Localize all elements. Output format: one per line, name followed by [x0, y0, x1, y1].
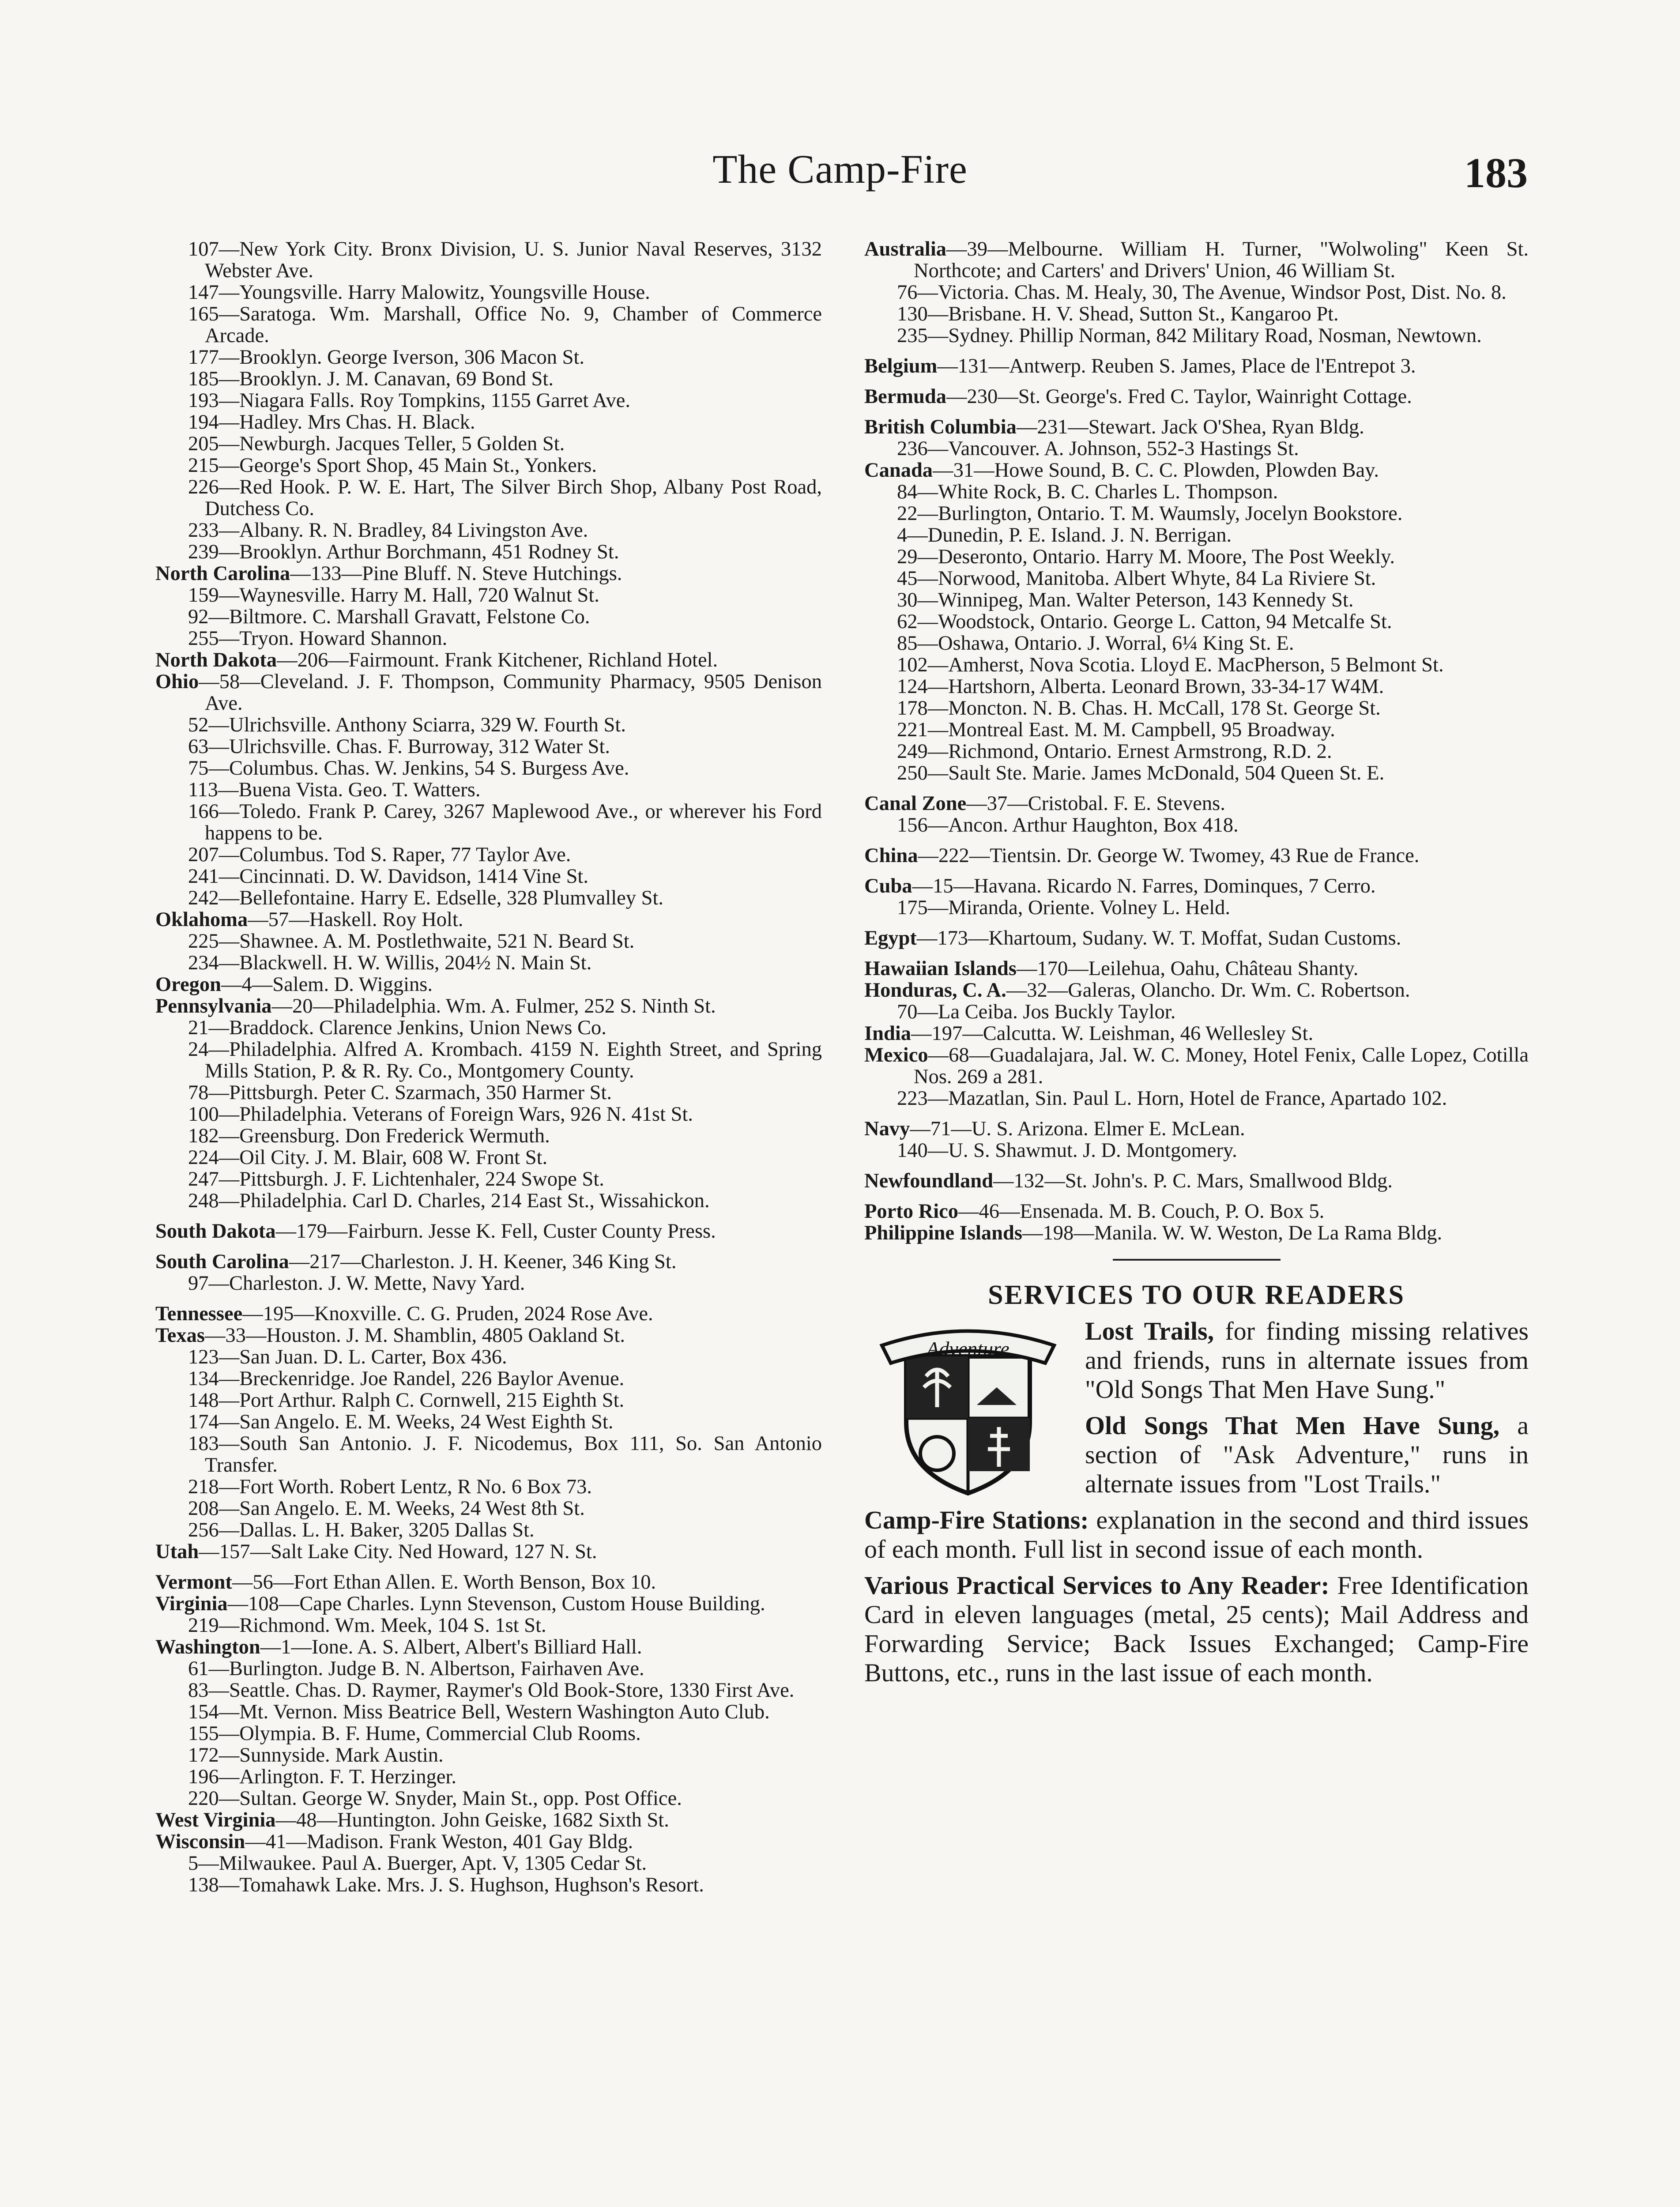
- entry-text: 113—Buena Vista. Geo. T. Watters.: [188, 779, 481, 801]
- region-name: Pennsylvania: [155, 995, 272, 1017]
- lost-trails-paragraph: [864, 1317, 1529, 1404]
- station-entry: [155, 1766, 822, 1788]
- entry-text: 224—Oil City. J. M. Blair, 608 W. Front St.: [188, 1146, 548, 1169]
- station-entry: [155, 1498, 822, 1519]
- region-entry: [864, 927, 1529, 949]
- station-entry: [155, 282, 822, 303]
- station-entry: [155, 520, 822, 541]
- station-entry: [155, 952, 822, 974]
- adventure-logo: [864, 1321, 1072, 1498]
- region-entry: [155, 1571, 822, 1593]
- entry-text: 159—Waynesville. Harry M. Hall, 720 Walnut St.: [188, 584, 599, 606]
- region-name: Canada: [864, 459, 933, 482]
- station-entry: [155, 1082, 822, 1104]
- entry-text: 183—South San Antonio. J. F. Nicodemus, Box 111, So. San Antonio Transfer.: [188, 1432, 822, 1476]
- station-entry: [155, 1346, 822, 1368]
- entry-text: —68—Guadalajara, Jal. W. C. Money, Hotel Fenix, Calle Lopez, Cotilla Nos. 269 a 281.: [914, 1044, 1529, 1088]
- entry-text: 138—Tomahawk Lake. Mrs. J. S. Hughson, Hughson's Resort.: [188, 1874, 704, 1896]
- stations-text: explanation in the second and third issues of each month. Full list in second issue of each month.: [864, 1506, 1529, 1563]
- region-name: Cuba: [864, 875, 912, 897]
- entry-text: —108—Cape Charles. Lynn Stevenson, Custom House Building.: [227, 1593, 765, 1615]
- station-entry: [155, 433, 822, 455]
- entry-text: 155—Olympia. B. F. Hume, Commercial Club Rooms.: [188, 1722, 641, 1745]
- old-songs-text: a section of "Ask Adventure," runs in alternate issues from "Lost Trails.": [1085, 1411, 1529, 1498]
- region-name: Virginia: [155, 1593, 228, 1615]
- entry-text: 196—Arlington. F. T. Herzinger.: [188, 1766, 457, 1788]
- entry-text: —197—Calcutta. W. Leishman, 46 Wellesley St.: [911, 1022, 1314, 1045]
- entry-text: 5—Milwaukee. Paul A. Buerger, Apt. V, 1305 Cedar St.: [188, 1852, 647, 1875]
- station-entry: [864, 897, 1529, 919]
- entry-text: 174—San Angelo. E. M. Weeks, 24 West Eighth St.: [188, 1411, 614, 1433]
- region-name: Newfoundland: [864, 1170, 994, 1192]
- region-entry: [864, 958, 1529, 979]
- entry-text: 185—Brooklyn. J. M. Canavan, 69 Bond St.: [188, 368, 554, 390]
- region-entry: [864, 459, 1529, 481]
- station-entry: [155, 606, 822, 628]
- station-entry: [155, 303, 822, 346]
- entry-text: 52—Ulrichsville. Anthony Sciarra, 329 W. Fourth St.: [188, 714, 626, 736]
- entry-text: —37—Cristobal. F. E. Stevens.: [966, 792, 1225, 815]
- station-entry: [155, 1874, 822, 1896]
- station-entry: [864, 741, 1529, 762]
- region-entry: [864, 1118, 1529, 1140]
- entry-text: 250—Sault Ste. Marie. James McDonald, 504 Queen St. E.: [897, 762, 1385, 784]
- entry-text: 134—Breckenridge. Joe Randel, 226 Baylor Avenue.: [188, 1367, 625, 1390]
- region-entry: [864, 845, 1529, 866]
- station-entry: [155, 541, 822, 563]
- region-name: Tennessee: [155, 1303, 243, 1325]
- station-entry: [155, 1701, 822, 1723]
- station-entry: [155, 476, 822, 520]
- entry-text: 177—Brooklyn. George Iverson, 306 Macon St.: [188, 346, 585, 369]
- logo-text: Adventure: [927, 1337, 1010, 1360]
- region-name: India: [864, 1022, 911, 1045]
- region-name: Vermont: [155, 1571, 232, 1593]
- entry-text: 242—Bellefontaine. Harry E. Edselle, 328 Plumvalley St.: [188, 887, 664, 909]
- entry-text: 172—Sunnyside. Mark Austin.: [188, 1744, 444, 1766]
- station-entry: [155, 801, 822, 844]
- region-entry: [864, 793, 1529, 814]
- entry-text: 84—White Rock, B. C. Charles L. Thompson.: [897, 481, 1278, 503]
- entry-text: 233—Albany. R. N. Bradley, 84 Livingston Ave.: [188, 519, 588, 542]
- station-entry: [864, 438, 1529, 459]
- station-entry: [155, 1658, 822, 1680]
- region-name: Oregon: [155, 973, 221, 996]
- station-entry: [864, 325, 1529, 346]
- station-entry: [864, 697, 1529, 719]
- station-entry: [155, 1723, 822, 1744]
- entry-text: 165—Saratoga. Wm. Marshall, Office No. 9, Chamber of Commerce Arcade.: [188, 303, 822, 347]
- region-name: Bermuda: [864, 385, 946, 408]
- station-entry: [155, 1147, 822, 1168]
- entry-text: —206—Fairmount. Frank Kitchener, Richland Hotel.: [277, 649, 718, 671]
- region-name: Oklahoma: [155, 908, 248, 931]
- station-entry: [155, 368, 822, 390]
- entry-text: —4—Salem. D. Wiggins.: [221, 973, 433, 996]
- entry-text: —170—Leilehua, Oahu, Château Shanty.: [1017, 957, 1359, 980]
- entry-text: 178—Moncton. N. B. Chas. H. McCall, 178 St. George St.: [897, 697, 1381, 719]
- entry-text: 97—Charleston. J. W. Mette, Navy Yard.: [188, 1272, 525, 1295]
- station-entry: [155, 1411, 822, 1433]
- station-entry: [155, 1390, 822, 1411]
- entry-text: —31—Howe Sound, B. C. C. Plowden, Plowden Bay.: [933, 459, 1379, 482]
- station-entry: [155, 1039, 822, 1082]
- region-entry: [864, 1222, 1529, 1244]
- entry-text: 156—Ancon. Arthur Haughton, Box 418.: [897, 814, 1239, 836]
- entry-text: 194—Hadley. Mrs Chas. H. Black.: [188, 411, 475, 433]
- entry-text: —15—Havana. Ricardo N. Farres, Dominques, 7 Cerro.: [912, 875, 1376, 897]
- region-name: Navy: [864, 1118, 910, 1140]
- entry-text: —195—Knoxville. C. G. Pruden, 2024 Rose Ave.: [242, 1303, 653, 1325]
- station-entry: [864, 654, 1529, 676]
- entry-text: 70—La Ceiba. Jos Buckly Taylor.: [897, 1001, 1176, 1023]
- region-name: Texas: [155, 1324, 205, 1347]
- station-entry: [155, 1615, 822, 1636]
- stations-title: Camp-Fire Stations:: [864, 1506, 1089, 1534]
- region-name: Ohio: [155, 670, 199, 693]
- entry-text: 61—Burlington. Judge B. N. Albertson, Fairhaven Ave.: [188, 1657, 644, 1680]
- entry-text: —39—Melbourne. William H. Turner, "Wolwoling" Keen St. Northcote; and Carters' and Drivers' Union, 46 William St.: [914, 238, 1529, 282]
- entry-text: —56—Fort Ethan Allen. E. Worth Benson, Box 10.: [232, 1571, 656, 1593]
- region-entry: [155, 1220, 822, 1242]
- entry-text: 154—Mt. Vernon. Miss Beatrice Bell, Western Washington Auto Club.: [188, 1701, 770, 1723]
- region-entry: [155, 1303, 822, 1325]
- region-name: South Dakota: [155, 1220, 276, 1243]
- entry-text: 123—San Juan. D. L. Carter, Box 436.: [188, 1346, 507, 1368]
- region-entry: [155, 909, 822, 930]
- practical-services-paragraph: [864, 1571, 1529, 1687]
- region-name: Egypt: [864, 927, 917, 949]
- station-entry: [155, 779, 822, 801]
- station-entry: [864, 633, 1529, 654]
- entry-text: —46—Ensenada. M. B. Couch, P. O. Box 5.: [958, 1200, 1325, 1223]
- region-entry: [155, 974, 822, 995]
- entry-text: —217—Charleston. J. H. Keener, 346 King St.: [289, 1250, 677, 1273]
- station-entry: [864, 814, 1529, 836]
- entry-text: —173—Khartoum, Sudany. W. T. Moffat, Sudan Customs.: [916, 927, 1401, 949]
- entry-text: 45—Norwood, Manitoba. Albert Whyte, 84 La Riviere St.: [897, 567, 1376, 590]
- region-name: British Columbia: [864, 416, 1017, 438]
- region-entry: [155, 671, 822, 714]
- entry-text: 130—Brisbane. H. V. Shead, Sutton St., Kangaroo Pt.: [897, 303, 1339, 325]
- entry-text: 85—Oshawa, Ontario. J. Worral, 6¼ King St. E.: [897, 632, 1294, 655]
- entry-text: 205—Newburgh. Jacques Teller, 5 Golden St.: [188, 433, 565, 455]
- station-entry: [155, 1519, 822, 1541]
- entry-text: —230—St. George's. Fred C. Taylor, Wainright Cottage.: [946, 385, 1412, 408]
- entry-text: 236—Vancouver. A. Johnson, 552-3 Hastings St.: [897, 437, 1299, 460]
- entry-text: —231—Stewart. Jack O'Shea, Ryan Bldg.: [1016, 416, 1364, 438]
- entry-text: 219—Richmond. Wm. Meek, 104 S. 1st St.: [188, 1614, 546, 1637]
- right-column-listings: [864, 238, 1529, 1244]
- station-entry: [864, 546, 1529, 568]
- page-title: The Camp-Fire: [712, 147, 968, 192]
- region-entry: [864, 1023, 1529, 1044]
- entry-text: 140—U. S. Shawmut. J. D. Montgomery.: [897, 1139, 1237, 1162]
- station-entry: [155, 1273, 822, 1294]
- entry-text: 218—Fort Worth. Robert Lentz, R No. 6 Box 73.: [188, 1476, 592, 1498]
- practical-services-title: Various Practical Services to Any Reader:: [864, 1571, 1330, 1600]
- station-entry: [155, 866, 822, 887]
- region-entry: [864, 355, 1529, 377]
- station-entry: [155, 1788, 822, 1809]
- station-entry: [864, 589, 1529, 611]
- station-entry: [864, 611, 1529, 633]
- station-entry: [864, 676, 1529, 697]
- station-entry: [864, 303, 1529, 325]
- entry-text: 223—Mazatlan, Sin. Paul L. Horn, Hotel de France, Apartado 102.: [897, 1087, 1447, 1110]
- entry-text: —179—Fairburn. Jesse K. Fell, Custer County Press.: [275, 1220, 716, 1243]
- entry-text: 78—Pittsburgh. Peter C. Szarmach, 350 Harmer St.: [188, 1081, 612, 1104]
- station-entry: [155, 238, 822, 282]
- region-entry: [864, 416, 1529, 438]
- entry-text: 148—Port Arthur. Ralph C. Cornwell, 215 Eighth St.: [188, 1389, 625, 1412]
- entry-text: —132—St. John's. P. C. Mars, Smallwood Bldg.: [993, 1170, 1393, 1192]
- region-name: Porto Rico: [864, 1200, 959, 1223]
- region-entry: [155, 1636, 822, 1658]
- entry-text: 208—San Angelo. E. M. Weeks, 24 West 8th St.: [188, 1497, 585, 1520]
- station-entry: [155, 1017, 822, 1039]
- entry-text: 241—Cincinnati. D. W. Davidson, 1414 Vine St.: [188, 865, 588, 888]
- entry-text: 247—Pittsburgh. J. F. Lichtenhaler, 224 Swope St.: [188, 1168, 604, 1190]
- station-entry: [155, 411, 822, 433]
- entry-text: —133—Pine Bluff. N. Steve Hutchings.: [290, 562, 622, 585]
- entry-text: —48—Huntington. John Geiske, 1682 Sixth St.: [275, 1809, 669, 1831]
- region-entry: [864, 386, 1529, 407]
- entry-text: —157—Salt Lake City. Ned Howard, 127 N. St.: [199, 1540, 597, 1563]
- page-number: 183: [1464, 149, 1528, 196]
- entry-text: 255—Tryon. Howard Shannon.: [188, 627, 448, 650]
- station-entry: [155, 1680, 822, 1701]
- section-divider: [1113, 1259, 1281, 1261]
- entry-text: 221—Montreal East. M. M. Campbell, 95 Broadway.: [897, 719, 1335, 741]
- entry-text: 239—Brooklyn. Arthur Borchmann, 451 Rodney St.: [188, 541, 619, 563]
- entry-text: 124—Hartshorn, Alberta. Leonard Brown, 33-34-17 W4M.: [897, 675, 1384, 698]
- entry-text: —131—Antwerp. Reuben S. James, Place de l'Entrepot 3.: [937, 355, 1416, 377]
- region-entry: [155, 1809, 822, 1831]
- station-entry: [155, 887, 822, 909]
- entry-text: —41—Madison. Frank Weston, 401 Gay Bldg.: [245, 1830, 633, 1853]
- entry-text: 30—Winnipeg, Man. Walter Peterson, 143 Kennedy St.: [897, 589, 1354, 611]
- station-entry: [864, 719, 1529, 741]
- entry-text: 21—Braddock. Clarence Jenkins, Union News Co.: [188, 1017, 606, 1039]
- station-entry: [864, 282, 1529, 303]
- stations-paragraph: [864, 1506, 1529, 1564]
- entry-text: 147—Youngsville. Harry Malowitz, Youngsville House.: [188, 281, 650, 304]
- entry-text: 220—Sultan. George W. Snyder, Main St., opp. Post Office.: [188, 1787, 682, 1810]
- station-entry: [155, 455, 822, 476]
- station-entry: [155, 1433, 822, 1476]
- entry-text: —20—Philadelphia. Wm. A. Fulmer, 252 S. Ninth St.: [271, 995, 716, 1017]
- entry-text: —33—Houston. J. M. Shamblin, 4805 Oakland St.: [204, 1324, 625, 1347]
- region-entry: [155, 649, 822, 671]
- station-entry: [864, 762, 1529, 784]
- entry-text: 92—Biltmore. C. Marshall Gravatt, Felstone Co.: [188, 606, 590, 628]
- region-entry: [864, 979, 1529, 1001]
- entry-text: —1—Ione. A. S. Albert, Albert's Billiard Hall.: [260, 1636, 642, 1658]
- station-entry: [155, 844, 822, 866]
- entry-text: 215—George's Sport Shop, 45 Main St., Yonkers.: [188, 454, 597, 477]
- entry-text: 76—Victoria. Chas. M. Healy, 30, The Avenue, Windsor Post, Dist. No. 8.: [897, 281, 1507, 304]
- entry-text: 83—Seattle. Chas. D. Raymer, Raymer's Old Book-Store, 1330 First Ave.: [188, 1679, 795, 1702]
- entry-text: 4—Dunedin, P. E. Island. J. N. Berrigan.: [897, 524, 1232, 546]
- entry-text: 22—Burlington, Ontario. T. M. Waumsly, Jocelyn Bookstore.: [897, 502, 1403, 525]
- station-entry: [864, 503, 1529, 524]
- station-entry: [155, 1190, 822, 1212]
- region-name: Canal Zone: [864, 792, 967, 815]
- region-entry: [864, 875, 1529, 897]
- station-entry: [155, 1168, 822, 1190]
- entry-text: 249—Richmond, Ontario. Ernest Armstrong, R.D. 2.: [897, 740, 1332, 763]
- entry-text: —32—Galeras, Olancho. Dr. Wm. C. Robertson.: [1006, 979, 1410, 1002]
- station-entry: [155, 930, 822, 952]
- region-entry: [864, 1201, 1529, 1222]
- entry-text: 234—Blackwell. H. W. Willis, 204½ N. Main St.: [188, 952, 592, 974]
- region-entry: [155, 1831, 822, 1853]
- region-name: South Carolina: [155, 1250, 289, 1273]
- station-entry: [155, 714, 822, 736]
- entry-text: 75—Columbus. Chas. W. Jenkins, 54 S. Burgess Ave.: [188, 757, 629, 780]
- region-name: Philippine Islands: [864, 1222, 1022, 1244]
- region-entry: [864, 238, 1529, 282]
- entry-text: —58—Cleveland. J. F. Thompson, Community Pharmacy, 9505 Denison Ave.: [199, 670, 822, 715]
- region-entry: [864, 1044, 1529, 1088]
- entry-text: 107—New York City. Bronx Division, U. S. Junior Naval Reserves, 3132 Webster Ave.: [188, 238, 822, 282]
- entry-text: 63—Ulrichsville. Chas. F. Burroway, 312 Water St.: [188, 735, 610, 758]
- region-entry: [155, 1251, 822, 1273]
- entry-text: 207—Columbus. Tod S. Raper, 77 Taylor Ave.: [188, 844, 571, 866]
- entry-text: —57—Haskell. Roy Holt.: [248, 908, 463, 931]
- station-entry: [155, 1853, 822, 1874]
- entry-text: 29—Deseronto, Ontario. Harry M. Moore, The Post Weekly.: [897, 546, 1395, 568]
- services-heading: SERVICES TO OUR READERS: [988, 1280, 1405, 1310]
- station-entry: [155, 736, 822, 757]
- entry-text: 256—Dallas. L. H. Baker, 3205 Dallas St.: [188, 1519, 535, 1541]
- station-entry: [155, 584, 822, 606]
- station-entry: [155, 1104, 822, 1125]
- region-name: Honduras, C. A.: [864, 979, 1006, 1002]
- entry-text: 248—Philadelphia. Carl D. Charles, 214 East St., Wissahickon.: [188, 1190, 710, 1212]
- old-songs-title: Old Songs That Men Have Sung,: [1085, 1411, 1500, 1440]
- region-name: Mexico: [864, 1044, 928, 1066]
- practical-services-text: Free Identification Card in eleven languages (metal, 25 cents); Mail Address and Forwarding Service; Back Issues Exchanged; Camp-Fire Buttons, etc., runs in the last issue of each month.: [864, 1571, 1529, 1687]
- station-entry: [155, 346, 822, 368]
- region-name: China: [864, 844, 918, 867]
- entry-text: 235—Sydney. Phillip Norman, 842 Military Road, Nosman, Newtown.: [897, 324, 1482, 347]
- station-entry: [864, 524, 1529, 546]
- entry-text: —71—U. S. Arizona. Elmer E. McLean.: [910, 1118, 1245, 1140]
- entry-text: 182—Greensburg. Don Frederick Wermuth.: [188, 1125, 550, 1147]
- region-name: West Virginia: [155, 1809, 276, 1831]
- station-entry: [864, 568, 1529, 589]
- station-entry: [155, 757, 822, 779]
- station-entry: [864, 1001, 1529, 1023]
- region-entry: [155, 995, 822, 1017]
- station-entry: [155, 1125, 822, 1147]
- page-header: [0, 146, 1680, 207]
- entry-text: 175—Miranda, Oriente. Volney L. Held.: [897, 896, 1231, 919]
- lost-trails-text: for finding missing relatives and friends, runs in alternate issues from "Old Songs That Men Have Sung.": [1085, 1317, 1529, 1404]
- station-entry: [864, 1140, 1529, 1161]
- region-name: Australia: [864, 238, 946, 260]
- entry-text: 166—Toledo. Frank P. Carey, 3267 Maplewood Ave., or wherever his Ford happens to be.: [188, 800, 822, 844]
- region-name: North Carolina: [155, 562, 290, 585]
- entry-text: —198—Manila. W. W. Weston, De La Rama Bldg.: [1022, 1222, 1443, 1244]
- entry-text: 24—Philadelphia. Alfred A. Krombach. 4159 N. Eighth Street, and Spring Mills Station, P. & R. Ry. Co., Montgomery County.: [188, 1038, 822, 1082]
- lost-trails-title: Lost Trails,: [1085, 1317, 1214, 1345]
- region-entry: [155, 563, 822, 584]
- entry-text: —222—Tientsin. Dr. George W. Twomey, 43 Rue de France.: [918, 844, 1420, 867]
- entry-text: 100—Philadelphia. Veterans of Foreign Wars, 926 N. 41st St.: [188, 1103, 693, 1126]
- station-entry: [155, 390, 822, 411]
- region-entry: [155, 1325, 822, 1346]
- right-column: [864, 238, 1529, 1695]
- region-name: Utah: [155, 1540, 199, 1563]
- station-entry: [155, 1368, 822, 1390]
- station-entry: [864, 481, 1529, 503]
- entry-text: 102—Amherst, Nova Scotia. Lloyd E. MacPherson, 5 Belmont St.: [897, 654, 1444, 676]
- entry-text: 193—Niagara Falls. Roy Tompkins, 1155 Garret Ave.: [188, 389, 630, 412]
- entry-text: 62—Woodstock, Ontario. George L. Catton, 94 Metcalfe St.: [897, 610, 1392, 633]
- entry-text: 225—Shawnee. A. M. Postlethwaite, 521 N. Beard St.: [188, 930, 635, 953]
- station-entry: [155, 628, 822, 649]
- region-name: Washington: [155, 1636, 260, 1658]
- region-entry: [155, 1593, 822, 1615]
- entry-text: 226—Red Hook. P. W. E. Hart, The Silver Birch Shop, Albany Post Road, Dutchess Co.: [188, 476, 822, 520]
- adventure-shield-icon: [864, 1321, 1072, 1498]
- left-column: [155, 238, 822, 1896]
- station-entry: [864, 1088, 1529, 1109]
- station-entry: [155, 1744, 822, 1766]
- region-entry: [864, 1170, 1529, 1192]
- region-name: North Dakota: [155, 649, 277, 671]
- region-entry: [155, 1541, 822, 1563]
- region-name: Belgium: [864, 355, 938, 377]
- region-name: Hawaiian Islands: [864, 957, 1017, 980]
- station-entry: [155, 1476, 822, 1498]
- region-name: Wisconsin: [155, 1830, 245, 1853]
